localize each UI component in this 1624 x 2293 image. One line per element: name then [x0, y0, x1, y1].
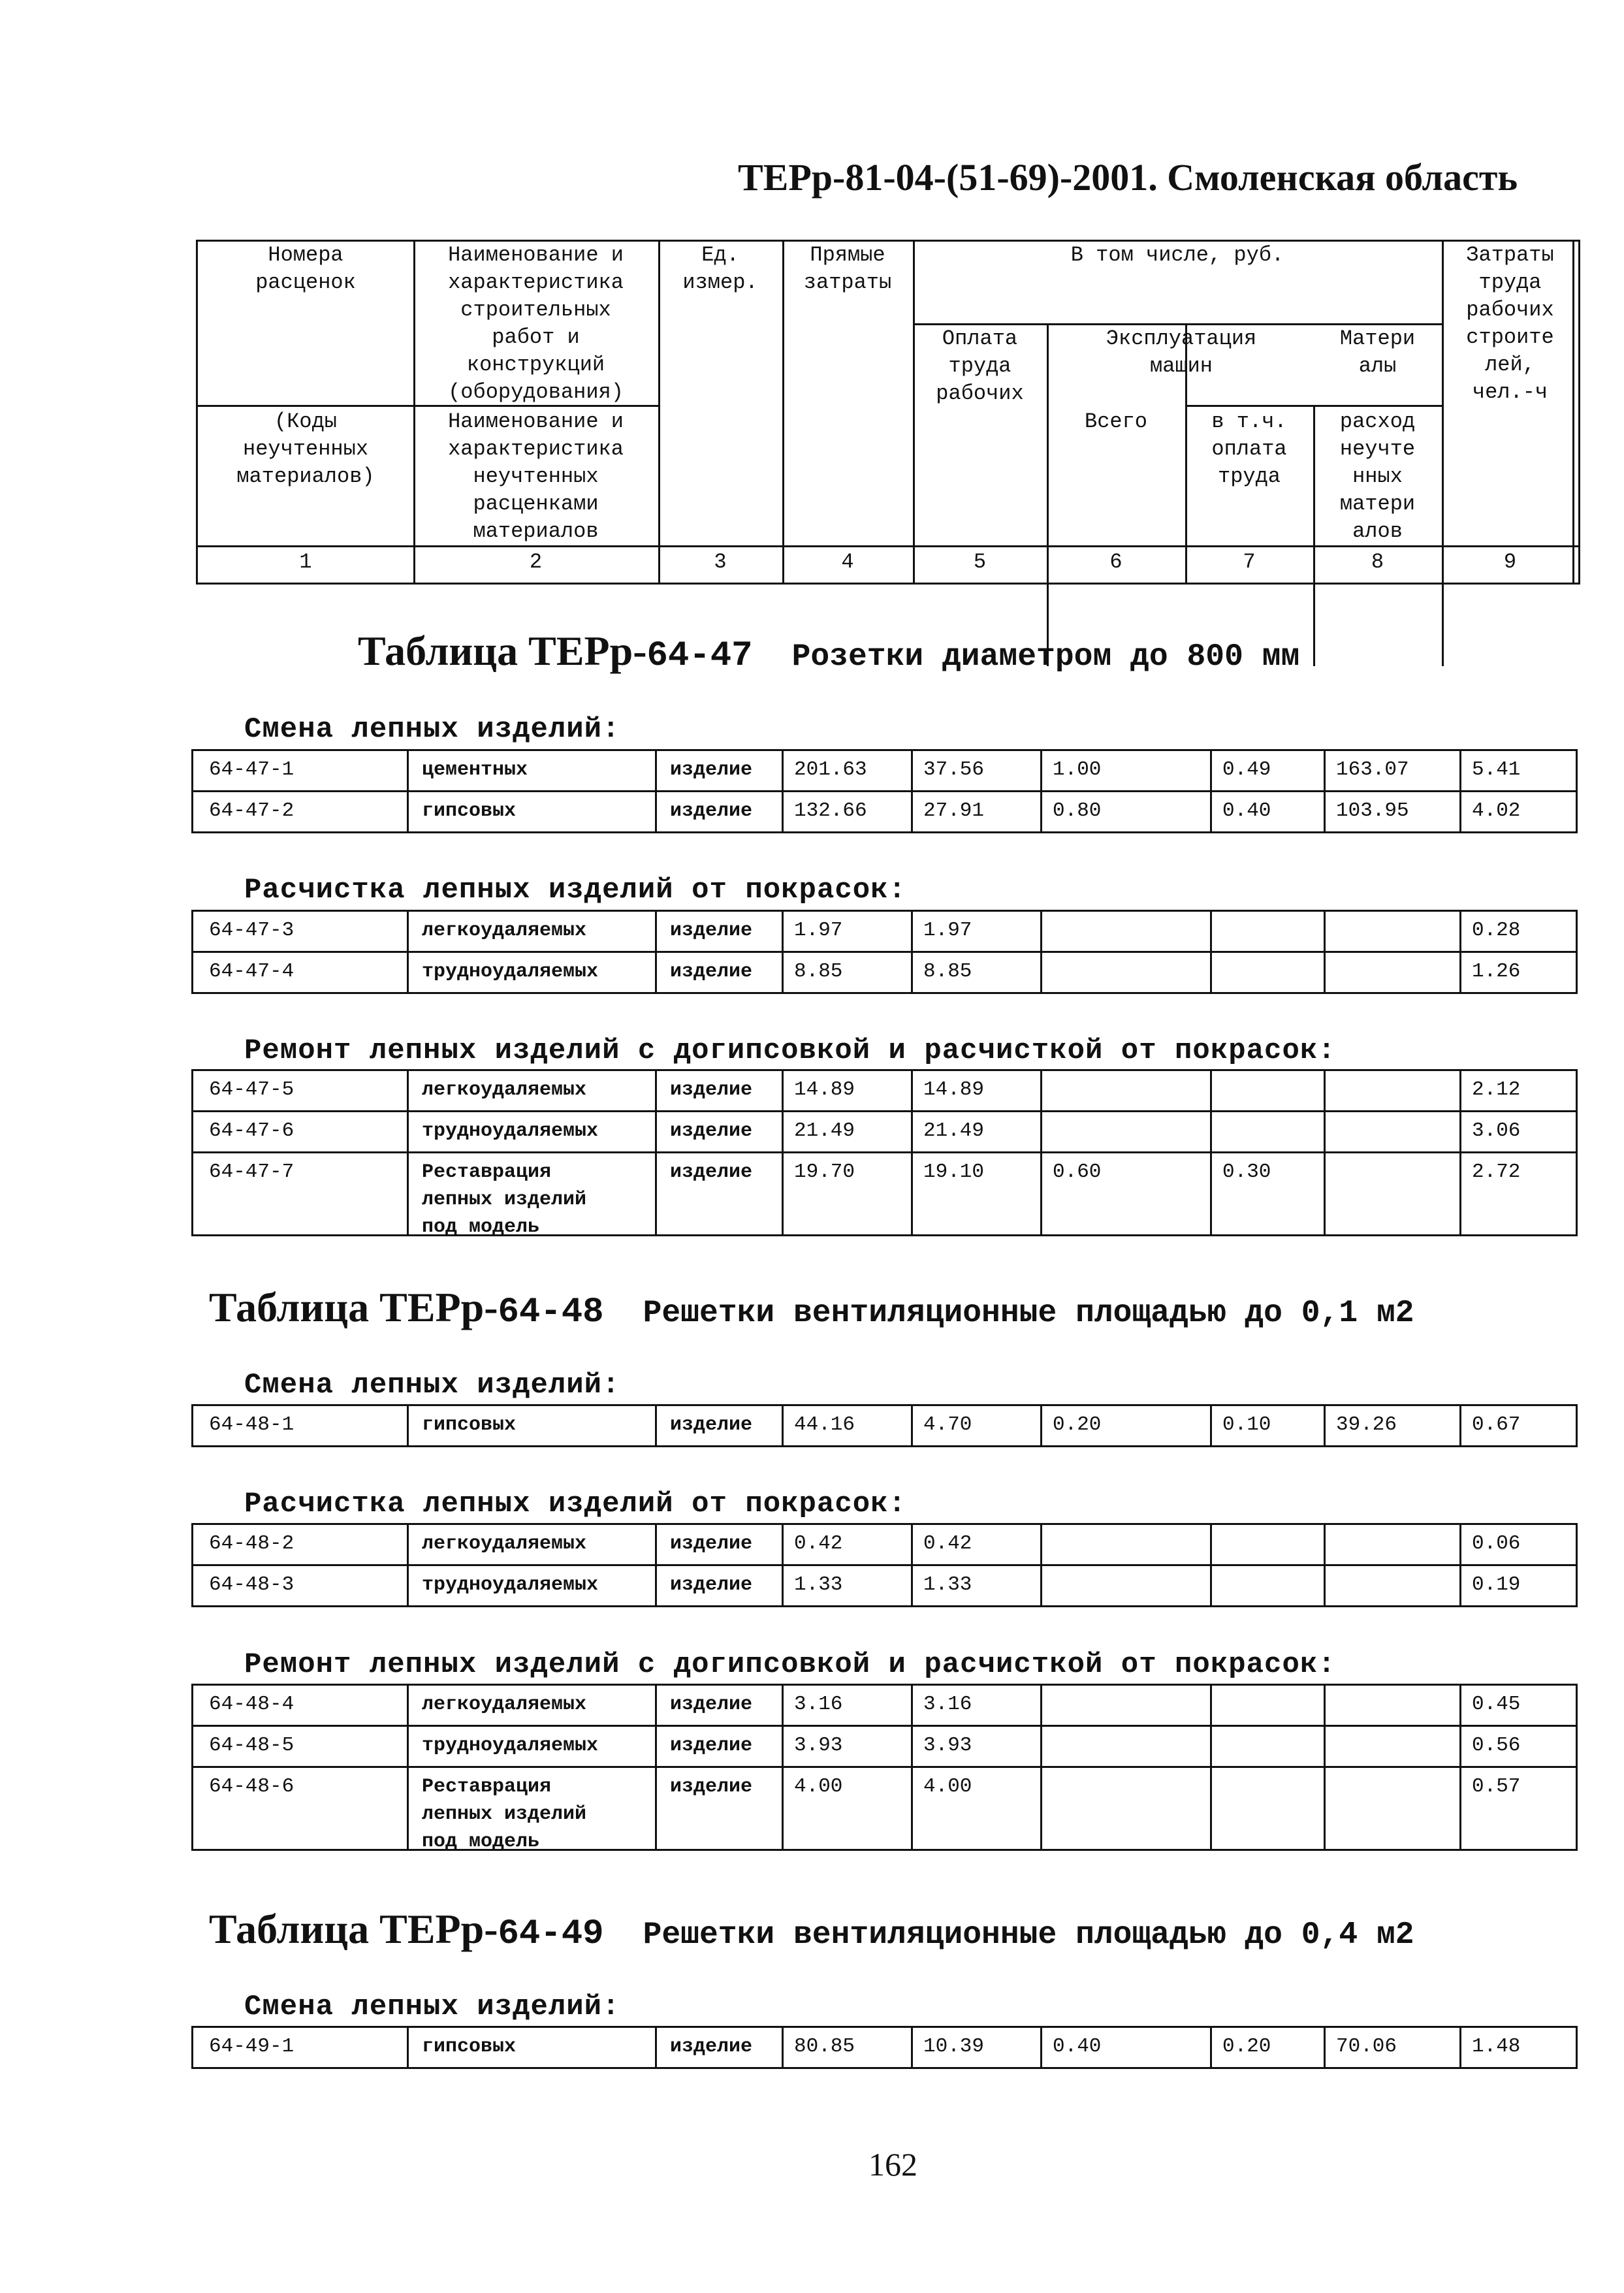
cell-code: 64-47-5: [193, 1071, 409, 1110]
col-number-4: 4: [841, 550, 854, 574]
col-number-2: 2: [529, 550, 543, 574]
cell-unit: изделие: [657, 912, 784, 951]
cell-materials: [1326, 1768, 1461, 1849]
cell-hours: 0.06: [1472, 1532, 1521, 1555]
cell-machines: [1042, 1112, 1212, 1151]
cell-labor: 4.70: [913, 1406, 1042, 1445]
cell-hours: 2.72: [1472, 1161, 1521, 1183]
cell-unit: изделие: [657, 792, 784, 831]
cell-code: 64-48-2: [193, 1525, 409, 1564]
cell-direct: 14.89: [784, 1071, 913, 1110]
table-row: [191, 1523, 1578, 1566]
column-header-table: [196, 240, 1580, 585]
cell-direct: 3.93: [784, 1727, 913, 1766]
cell-direct: 1.97: [784, 912, 913, 951]
cell-hours: 0.19: [1472, 1573, 1521, 1596]
col-number-5: 5: [973, 550, 987, 574]
cell-machines: [1042, 1768, 1212, 1849]
cell-name: трудноудаляемых: [409, 953, 657, 992]
cell-materials: [1326, 1727, 1461, 1766]
col-1-header: Номера расценок: [255, 243, 356, 295]
table-row: [191, 1069, 1578, 1112]
cell-labor: 8.85: [913, 953, 1042, 992]
cell-direct: 80.85: [784, 2028, 913, 2067]
cell-materials: 70.06: [1326, 2028, 1461, 2067]
table-title-prefix: Таблица ТЕРр-: [358, 628, 647, 674]
cell-machine-labor: 0.20: [1212, 2028, 1326, 2067]
cell-unit: изделие: [657, 2028, 784, 2067]
cell-name: легкоудаляемых: [409, 912, 657, 951]
table-title-code: 64-48: [498, 1292, 604, 1332]
cell-code: 64-48-6: [193, 1768, 409, 1849]
cell-unit: изделие: [657, 1727, 784, 1766]
cell-direct: 19.70: [784, 1153, 913, 1234]
cell-name: легкоудаляемых: [409, 1071, 657, 1110]
cell-labor: 4.00: [913, 1768, 1042, 1849]
cell-machine-labor: [1212, 1071, 1326, 1110]
col-number-8: 8: [1371, 550, 1384, 574]
cell-labor: 19.10: [913, 1153, 1042, 1234]
cell-name: легкоудаляемых: [409, 1525, 657, 1564]
cell-machine-labor: [1212, 953, 1326, 992]
cell-direct: 21.49: [784, 1112, 913, 1151]
cell-unit: изделие: [657, 1153, 784, 1234]
cell-code: 64-48-1: [193, 1406, 409, 1445]
cell-machines: [1042, 1686, 1212, 1725]
cell-code: 64-49-1: [193, 2028, 409, 2067]
cell-machines: 0.60: [1042, 1153, 1212, 1234]
cell-code: 64-47-2: [193, 792, 409, 831]
cell-name: Реставрация лепных изделий под модель: [409, 1153, 657, 1234]
cell-materials: [1326, 1566, 1461, 1605]
cell-materials: 39.26: [1326, 1406, 1461, 1445]
cell-unit: изделие: [657, 1112, 784, 1151]
cell-materials: 163.07: [1326, 751, 1461, 790]
table-row: [191, 1564, 1578, 1607]
cell-unit: изделие: [657, 1406, 784, 1445]
cell-labor: 10.39: [913, 2028, 1042, 2067]
table-row: [191, 1151, 1578, 1236]
cell-hours: 0.56: [1472, 1734, 1521, 1757]
cell-machine-labor: [1212, 1727, 1326, 1766]
cell-name: легкоудаляемых: [409, 1686, 657, 1725]
cell-materials: [1326, 1686, 1461, 1725]
cell-name: гипсовых: [409, 1406, 657, 1445]
cell-hours: 3.06: [1472, 1119, 1521, 1142]
cell-name: цементных: [409, 751, 657, 790]
cell-hours: 4.02: [1472, 799, 1521, 822]
table-row: [191, 1725, 1578, 1768]
cell-code: 64-47-6: [193, 1112, 409, 1151]
cell-direct: 44.16: [784, 1406, 913, 1445]
cell-name: трудноудаляемых: [409, 1727, 657, 1766]
exploitation-header: Эксплуатация машин: [1106, 327, 1257, 378]
table-title-prefix: Таблица ТЕРр-: [209, 1284, 498, 1330]
cell-unit: изделие: [657, 1686, 784, 1725]
cell-unit: изделие: [657, 1768, 784, 1849]
cell-machines: [1042, 912, 1212, 951]
cell-labor: 27.91: [913, 792, 1042, 831]
cell-code: 64-47-7: [193, 1153, 409, 1234]
cell-name: гипсовых: [409, 2028, 657, 2067]
cell-hours: 0.67: [1472, 1413, 1521, 1436]
cell-name: трудноудаляемых: [409, 1566, 657, 1605]
cell-machines: 1.00: [1042, 751, 1212, 790]
cell-labor: 14.89: [913, 1071, 1042, 1110]
cell-unit: изделие: [657, 1525, 784, 1564]
cell-labor: 37.56: [913, 751, 1042, 790]
section-title: Смена лепных изделий:: [244, 713, 620, 746]
table-title-name: Решетки вентиляционные площадью до 0,1 м2: [643, 1296, 1414, 1331]
cell-unit: изделие: [657, 1566, 784, 1605]
col-8-subheader: расход неучте нных матери алов: [1339, 409, 1416, 543]
table-title: [358, 627, 1299, 676]
cell-labor: 1.33: [913, 1566, 1042, 1605]
table-row: [191, 910, 1578, 953]
cell-labor: 21.49: [913, 1112, 1042, 1151]
table-title-code: 64-47: [646, 636, 753, 676]
cell-name: трудноудаляемых: [409, 1112, 657, 1151]
cell-materials: [1326, 1153, 1461, 1234]
cell-hours: 0.28: [1472, 919, 1521, 942]
table-title-code: 64-49: [498, 1914, 604, 1954]
cell-code: 64-47-4: [193, 953, 409, 992]
col-number-6: 6: [1109, 550, 1122, 574]
cell-direct: 0.42: [784, 1525, 913, 1564]
cell-hours: 5.41: [1472, 758, 1521, 781]
cell-machine-labor: [1212, 1525, 1326, 1564]
col-2-subheader: Наименование и характеристика неучтенных расценками материалов: [448, 409, 624, 543]
col-3-header: Ед. измер.: [682, 243, 758, 295]
table-title: [209, 1283, 1414, 1332]
cell-hours: 1.26: [1472, 960, 1521, 983]
section-title: Смена лепных изделий:: [244, 1991, 620, 2023]
table-row: [191, 1110, 1578, 1153]
cell-labor: 3.93: [913, 1727, 1042, 1766]
cell-unit: изделие: [657, 1071, 784, 1110]
table-row: [191, 2026, 1578, 2069]
cell-machine-labor: [1212, 1686, 1326, 1725]
cell-machine-labor: [1212, 1768, 1326, 1849]
col-number-7: 7: [1243, 550, 1256, 574]
cell-machine-labor: 0.30: [1212, 1153, 1326, 1234]
cell-machine-labor: [1212, 1566, 1326, 1605]
col-8-header: Матери алы: [1339, 327, 1416, 378]
cell-machine-labor: 0.10: [1212, 1406, 1326, 1445]
col-number-3: 3: [714, 550, 727, 574]
cell-machines: 0.20: [1042, 1406, 1212, 1445]
cell-hours: 1.48: [1472, 2035, 1521, 2058]
cell-name: Реставрация лепных изделий под модель: [409, 1768, 657, 1849]
section-title: Расчистка лепных изделий от покрасок:: [244, 1488, 906, 1520]
cell-materials: [1326, 953, 1461, 992]
cell-unit: изделие: [657, 953, 784, 992]
cell-name: гипсовых: [409, 792, 657, 831]
cell-machine-labor: 0.40: [1212, 792, 1326, 831]
section-title: Ремонт лепных изделий с догипсовкой и расчисткой от покрасок:: [244, 1648, 1336, 1681]
cell-materials: [1326, 1071, 1461, 1110]
cell-code: 64-48-5: [193, 1727, 409, 1766]
cell-labor: 3.16: [913, 1686, 1042, 1725]
col-9-header: Затраты труда рабочих строите лей, чел.-ч: [1466, 243, 1554, 404]
cell-machines: 0.40: [1042, 2028, 1212, 2067]
col-number-1: 1: [299, 550, 312, 574]
cell-materials: [1326, 912, 1461, 951]
col-4-header: Прямые затраты: [803, 243, 892, 295]
cell-hours: 0.45: [1472, 1693, 1521, 1716]
cell-machine-labor: [1212, 1112, 1326, 1151]
cell-machines: [1042, 1727, 1212, 1766]
cell-labor: 0.42: [913, 1525, 1042, 1564]
section-title: Ремонт лепных изделий с догипсовкой и расчисткой от покрасок:: [244, 1034, 1336, 1067]
col-number-9: 9: [1503, 550, 1517, 574]
cell-direct: 4.00: [784, 1768, 913, 1849]
table-title-prefix: Таблица ТЕРр-: [209, 1906, 498, 1952]
cell-direct: 8.85: [784, 953, 913, 992]
cell-hours: 2.12: [1472, 1078, 1521, 1101]
col-5-header: Оплата труда рабочих: [936, 327, 1024, 406]
cell-machines: [1042, 953, 1212, 992]
cell-direct: 3.16: [784, 1686, 913, 1725]
table-row: [191, 1766, 1578, 1851]
col-7-header: в т.ч. оплата труда: [1211, 409, 1287, 489]
cell-code: 64-47-3: [193, 912, 409, 951]
table-title-name: Розетки диаметром до 800 мм: [791, 639, 1300, 675]
cell-direct: 132.66: [784, 792, 913, 831]
cell-machine-labor: [1212, 912, 1326, 951]
document-header: ТЕРр-81-04-(51-69)-2001. Смоленская область: [738, 156, 1518, 199]
cell-machines: [1042, 1071, 1212, 1110]
section-title: Смена лепных изделий:: [244, 1369, 620, 1402]
cell-labor: 1.97: [913, 912, 1042, 951]
col-6-header: Всего: [1084, 409, 1147, 434]
section-title: Расчистка лепных изделий от покрасок:: [244, 874, 906, 906]
cell-direct: 1.33: [784, 1566, 913, 1605]
cell-code: 64-48-4: [193, 1686, 409, 1725]
cell-hours: 0.57: [1472, 1775, 1521, 1798]
cell-code: 64-47-1: [193, 751, 409, 790]
cell-machines: [1042, 1525, 1212, 1564]
cell-machines: 0.80: [1042, 792, 1212, 831]
cell-direct: 201.63: [784, 751, 913, 790]
table-row: [191, 951, 1578, 994]
page-number: 162: [868, 2146, 917, 2183]
group-header: В том числе, руб.: [1070, 243, 1284, 267]
cell-machines: [1042, 1566, 1212, 1605]
cell-machine-labor: 0.49: [1212, 751, 1326, 790]
table-title: [209, 1905, 1414, 1954]
table-row: [191, 1684, 1578, 1727]
table-title-name: Решетки вентиляционные площадью до 0,4 м2: [643, 1917, 1414, 1953]
cell-materials: [1326, 1525, 1461, 1564]
table-row: [191, 790, 1578, 833]
table-row: [191, 749, 1578, 792]
col-1-subheader: (Коды неучтенных материалов): [236, 409, 375, 489]
cell-unit: изделие: [657, 751, 784, 790]
cell-code: 64-48-3: [193, 1566, 409, 1605]
cell-materials: 103.95: [1326, 792, 1461, 831]
table-row: [191, 1404, 1578, 1447]
col-2-header: Наименование и характеристика строительных работ и конструкций (оборудования): [448, 243, 624, 404]
cell-materials: [1326, 1112, 1461, 1151]
